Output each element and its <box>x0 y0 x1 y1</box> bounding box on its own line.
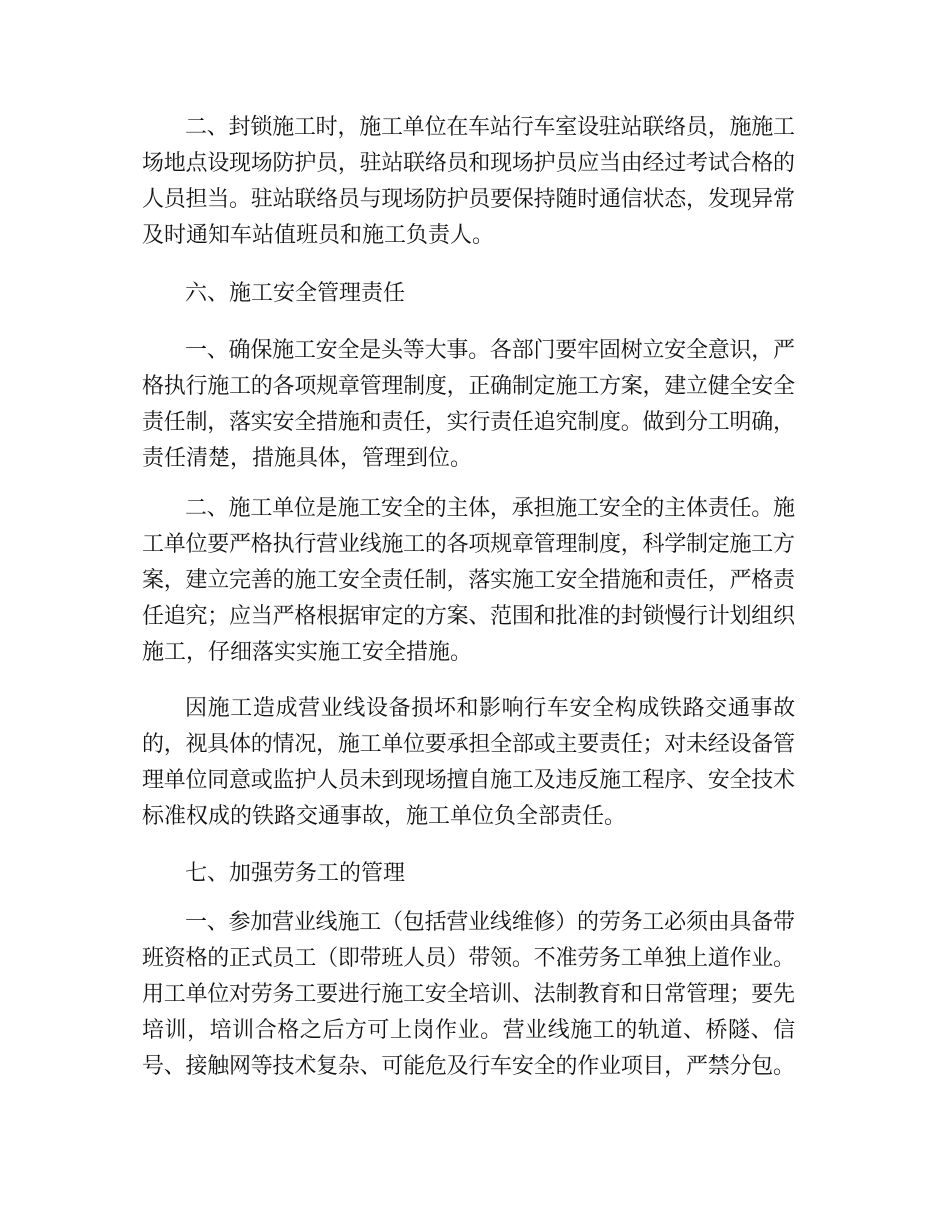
text-line-content: 的，视具体的情况，施工单位要承担全部或主要责任；对未经设备管 <box>142 732 795 757</box>
text-line-content: 人员担当。驻站联络员与现场防护员要保持随时通信状态，发现异常 <box>142 187 795 212</box>
text-line-content: 责任制，落实安全措施和责任，实行责任追究制度。做到分工明确， <box>142 410 795 435</box>
text-line <box>0 564 950 598</box>
text-line <box>0 147 950 181</box>
text-line <box>0 1050 950 1084</box>
text-line <box>0 442 950 476</box>
text-line-content: 号、接触网等技术复杂、可能危及行车安全的作业项目，严禁分包。 <box>142 1054 795 1079</box>
text-line-content: 案，建立完善的施工安全责任制，落实施工安全措施和责任，严格责 <box>142 568 795 593</box>
text-line-content: 二、施工单位是施工安全的主体，承担施工安全的主体责任。施 <box>185 496 795 521</box>
section-heading-text: 七、加强劳务工的管理 <box>185 861 406 886</box>
text-line <box>0 219 950 253</box>
text-line <box>0 906 950 940</box>
text-line-content: 工单位要严格执行营业线施工的各项规章管理制度，科学制定施工方 <box>142 532 795 557</box>
text-line-content: 班资格的正式员工（即带班人员）带领。不准劳务工单独上道作业。 <box>142 946 795 971</box>
text-line <box>0 942 950 976</box>
text-line <box>0 728 950 762</box>
text-line <box>0 370 950 404</box>
text-line-content: 用工单位对劳务工要进行施工安全培训、法制教育和日常管理；要先 <box>142 982 795 1007</box>
text-line <box>0 528 950 562</box>
text-line <box>0 1014 950 1048</box>
text-line <box>0 111 950 145</box>
text-line <box>0 978 950 1012</box>
section-heading-7 <box>0 857 950 891</box>
text-line <box>0 636 950 670</box>
text-line-content: 责任清楚，措施具体，管理到位。 <box>142 446 473 471</box>
text-line-content: 施工，仔细落实实施工安全措施。 <box>142 640 473 665</box>
text-line <box>0 800 950 834</box>
text-line <box>0 334 950 368</box>
text-line-content: 培训，培训合格之后方可上岗作业。营业线施工的轨道、桥隧、信 <box>142 1018 796 1043</box>
text-line <box>0 406 950 440</box>
text-line-content: 一、确保施工安全是头等大事。各部门要牢固树立安全意识，严 <box>185 338 795 363</box>
text-line <box>0 692 950 726</box>
text-line-content: 理单位同意或监护人员未到现场擅自施工及违反施工程序、安全技术 <box>142 768 795 793</box>
section-heading-text: 六、施工安全管理责任 <box>185 281 406 306</box>
text-line <box>0 492 950 526</box>
text-line <box>0 764 950 798</box>
text-line <box>0 183 950 217</box>
text-line-content: 因施工造成营业线设备损坏和影响行车安全构成铁路交通事故 <box>185 696 796 721</box>
section-heading-6 <box>0 277 950 311</box>
text-line-content: 二、封锁施工时，施工单位在车站行车室设驻站联络员，施施工 <box>185 115 795 140</box>
text-line <box>0 600 950 634</box>
text-line-content: 场地点设现场防护员，驻站联络员和现场护员应当由经过考试合格的 <box>142 151 795 176</box>
text-line-content: 标准权成的铁路交通事故，施工单位负全部责任。 <box>142 804 627 829</box>
text-line-content: 任追究；应当严格根据审定的方案、范围和批准的封锁慢行计划组织 <box>142 604 795 629</box>
text-line-content: 格执行施工的各项规章管理制度，正确制定施工方案，建立健全安全 <box>142 374 795 399</box>
text-line-content: 一、参加营业线施工（包括营业线维修）的劳务工必须由具备带 <box>185 910 795 935</box>
text-line-content: 及时通知车站值班员和施工负责人。 <box>142 223 495 248</box>
